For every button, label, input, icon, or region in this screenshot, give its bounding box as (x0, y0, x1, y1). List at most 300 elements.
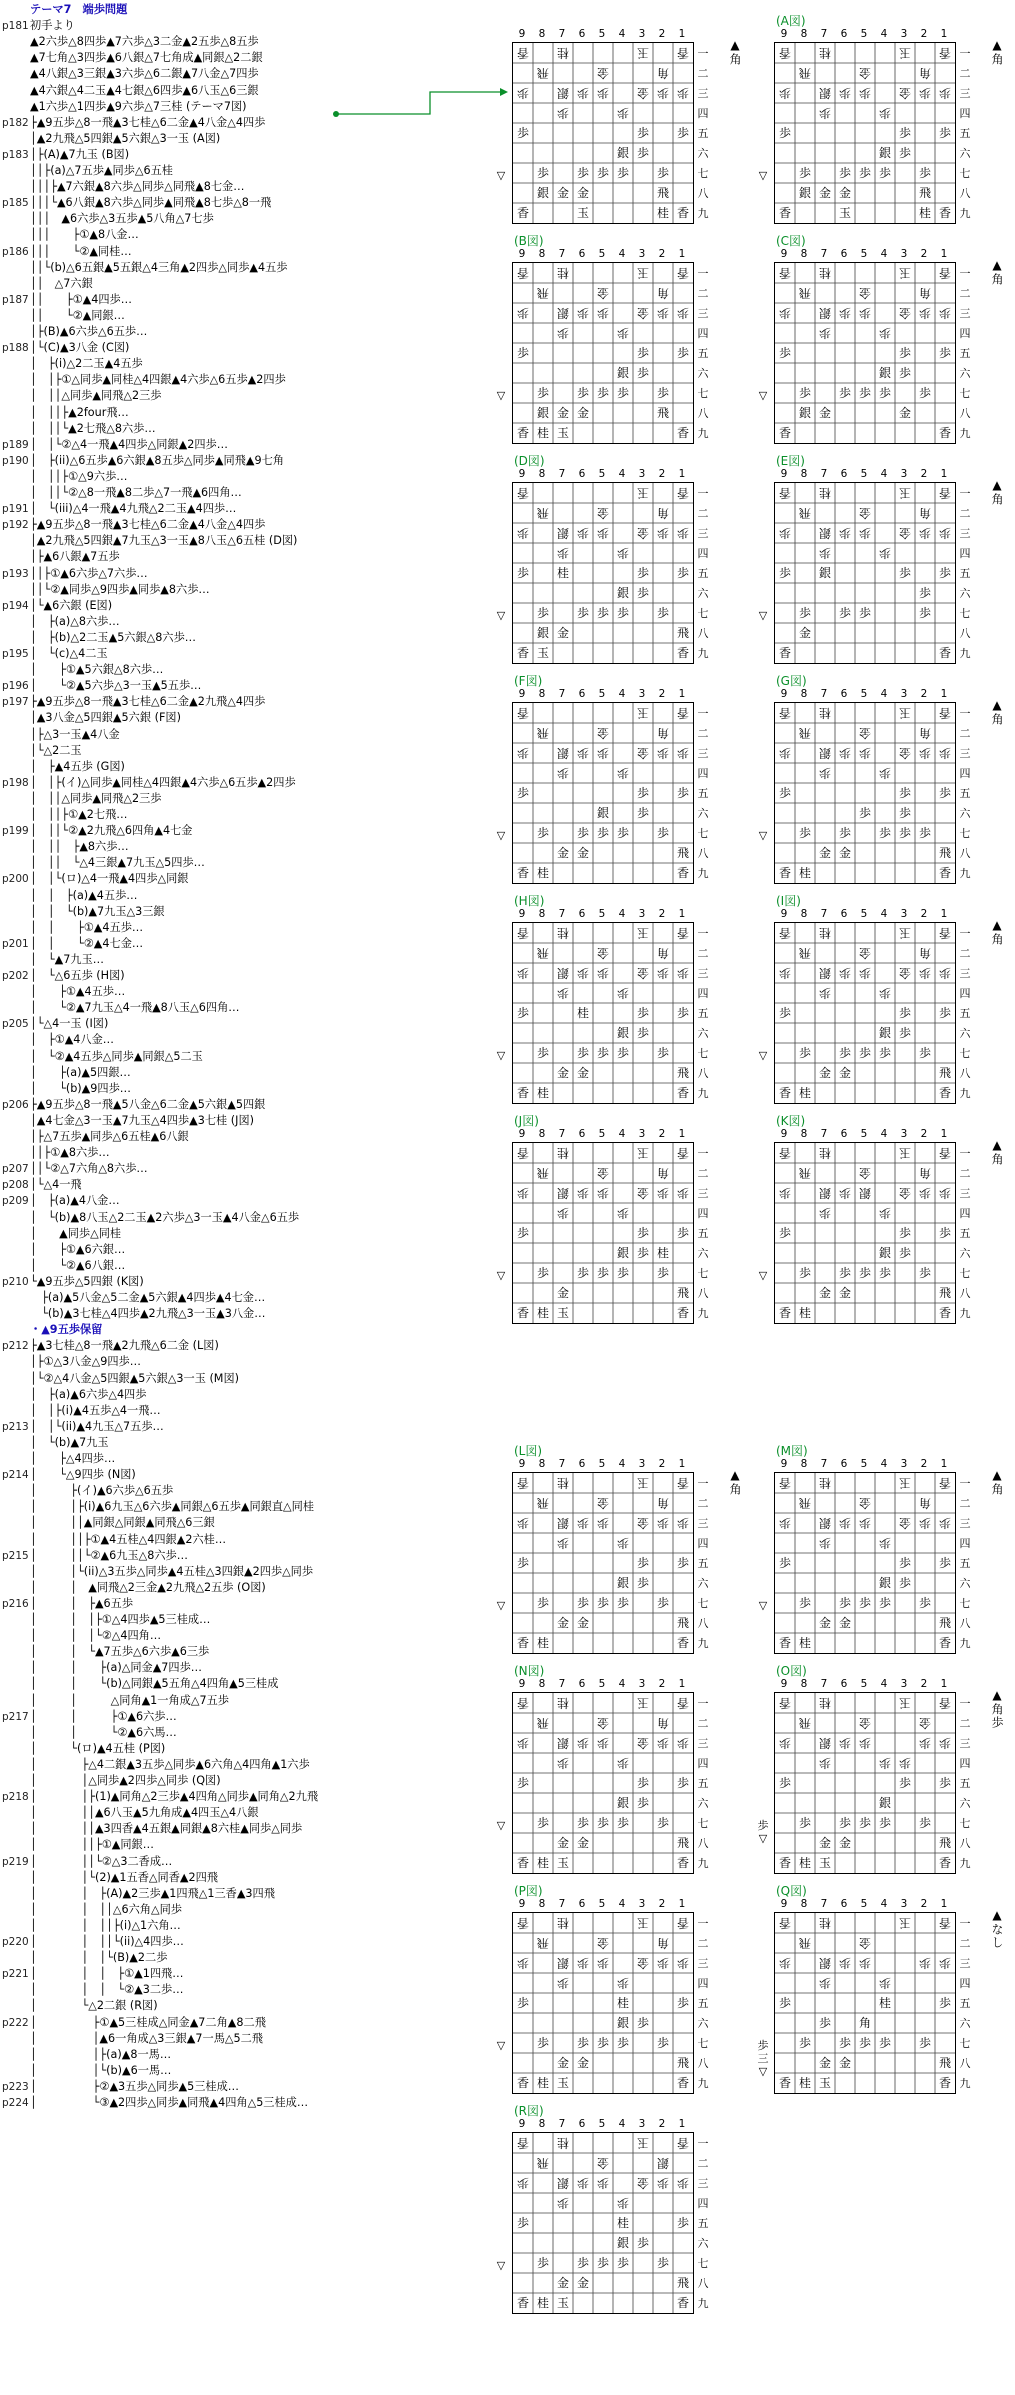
file-label: 7 (558, 908, 566, 920)
piece: 金 (818, 406, 832, 420)
rank-label: 七 (959, 827, 971, 840)
file-label: 4 (618, 1128, 626, 1140)
piece: 飛 (938, 1836, 952, 1850)
tree-line (2, 1483, 173, 1498)
move-text: │ ├①▲5六銀△8六歩… (30, 663, 164, 677)
rank-label: 二 (959, 1937, 971, 1950)
rank-label: 二 (959, 1497, 971, 1510)
rank-label: 六 (697, 147, 709, 160)
piece: 飛 (676, 1286, 690, 1300)
file-label: 5 (598, 688, 606, 700)
piece: 歩 (656, 606, 670, 620)
move-text: │ ││├①▲2七飛… (30, 808, 128, 821)
piece: 金 (858, 1166, 872, 1180)
piece: 歩 (676, 1186, 690, 1200)
piece: 歩 (676, 1956, 690, 1970)
board-D (496, 454, 748, 660)
piece: 歩 (516, 526, 530, 540)
piece: 金 (556, 1066, 570, 1080)
piece: 桂 (798, 1086, 812, 1100)
piece: 歩 (656, 2176, 670, 2190)
piece: 歩 (536, 606, 550, 620)
gote-hand: ▽ (496, 2259, 506, 2272)
rank-label: 六 (959, 1027, 971, 1040)
board-caption: (C図) (776, 234, 806, 248)
piece: 歩 (898, 1006, 912, 1020)
file-label: 4 (880, 908, 888, 920)
board-caption: (F図) (514, 674, 543, 688)
file-label: 9 (518, 908, 526, 920)
piece: 歩 (616, 2036, 630, 2050)
piece: 歩 (616, 826, 630, 840)
move-text: │ ├(a)▲5四銀… (30, 1065, 131, 1079)
piece: 歩 (656, 1186, 670, 1200)
piece: 歩 (838, 86, 852, 100)
file-label: 2 (920, 1128, 928, 1140)
piece: 歩 (778, 86, 792, 100)
piece: 歩 (576, 826, 590, 840)
file-label: 8 (538, 1458, 546, 1470)
piece: 銀 (556, 746, 570, 760)
piece: 歩 (878, 1536, 892, 1550)
board-caption: (O図) (776, 1664, 807, 1678)
page-number: p214 (2, 1469, 29, 1482)
tree-line (2, 2063, 171, 2078)
tree-line (2, 1065, 131, 1080)
move-text: │ ││△同歩▲同飛△2三歩 (30, 389, 162, 403)
piece: 桂 (616, 1996, 630, 2010)
piece: 歩 (616, 986, 630, 1000)
piece: 歩 (798, 386, 812, 400)
piece: 歩 (616, 1206, 630, 1220)
file-label: 4 (880, 468, 888, 480)
file-label: 8 (538, 688, 546, 700)
gote-hand: ▽ (758, 1599, 768, 1612)
tree-line (2, 1435, 109, 1450)
rank-label: 八 (697, 1067, 709, 1080)
piece: 歩 (616, 1266, 630, 1280)
move-text: ├▲9五歩△8一飛▲5八金△6二金▲5六銀▲5四銀 (30, 1097, 266, 1111)
piece: 香 (516, 1146, 530, 1160)
page-number: p206 (2, 1098, 29, 1111)
piece: 香 (938, 486, 952, 500)
piece: 歩 (616, 1596, 630, 1610)
piece: 金 (838, 1616, 852, 1630)
piece: 桂 (818, 1916, 832, 1930)
file-label: 1 (678, 28, 686, 40)
piece: 歩 (938, 1996, 952, 2010)
piece: 飛 (536, 506, 550, 520)
piece: 歩 (778, 1186, 792, 1200)
file-label: 5 (860, 28, 868, 40)
piece: 歩 (636, 1026, 650, 1040)
piece: 金 (556, 406, 570, 420)
tree-line (2, 694, 265, 709)
piece: 歩 (676, 526, 690, 540)
file-labels (508, 688, 692, 702)
piece: 歩 (656, 86, 670, 100)
piece: 桂 (536, 1856, 550, 1870)
file-label: 2 (920, 688, 928, 700)
move-text: │ ││△同歩▲同飛△2三歩 (30, 791, 162, 805)
file-label: 9 (780, 248, 788, 260)
file-label: 1 (940, 1898, 948, 1910)
rank-label: 五 (959, 1997, 971, 2010)
piece: 角 (918, 286, 932, 300)
piece: 飛 (798, 66, 812, 80)
piece: 歩 (616, 1536, 630, 1550)
piece: 飛 (918, 186, 932, 200)
board-caption: (N図) (514, 1664, 545, 1678)
rank-label: 八 (697, 407, 709, 420)
rank-label: 五 (697, 1777, 709, 1790)
rank-label: 一 (697, 927, 709, 940)
tree-line (2, 1210, 299, 1225)
rank-label: 五 (959, 1557, 971, 1570)
file-label: 6 (578, 1898, 586, 1910)
piece: 玉 (898, 926, 912, 940)
file-label: 1 (940, 468, 948, 480)
piece: 歩 (516, 746, 530, 760)
piece: 歩 (576, 1266, 590, 1280)
move-text: │ ││└▲2七飛△8六歩… (30, 421, 156, 435)
piece: 銀 (878, 1246, 892, 1260)
file-label: 8 (800, 468, 808, 480)
rank-label: 七 (959, 167, 971, 180)
piece: 歩 (516, 346, 530, 360)
move-text: │││└▲6八銀▲8六歩△同歩▲同飛▲8七歩△8一飛 (30, 196, 272, 210)
piece: 歩 (778, 1226, 792, 1240)
piece: 桂 (918, 206, 932, 220)
piece: 玉 (636, 1476, 650, 1490)
file-label: 3 (638, 908, 646, 920)
page-number: p190 (2, 454, 29, 467)
piece: 歩 (556, 326, 570, 340)
piece: 歩 (656, 2256, 670, 2270)
file-label: 6 (840, 28, 848, 40)
piece: 歩 (938, 126, 952, 140)
rank-label: 五 (697, 1997, 709, 2010)
piece: 角 (656, 1716, 670, 1730)
piece: 歩 (516, 126, 530, 140)
piece: 歩 (878, 1756, 892, 1770)
board-caption: (A図) (776, 14, 806, 28)
file-label: 3 (900, 908, 908, 920)
piece: 香 (676, 646, 690, 660)
rank-label: 九 (697, 1857, 709, 1870)
piece: 玉 (898, 1916, 912, 1930)
file-label: 5 (598, 1128, 606, 1140)
piece: 桂 (798, 2076, 812, 2090)
piece: 銀 (556, 1956, 570, 1970)
piece: 歩 (918, 586, 932, 600)
piece: 金 (556, 2276, 570, 2290)
file-label: 2 (658, 28, 666, 40)
piece: 香 (516, 486, 530, 500)
piece: 歩 (516, 1776, 530, 1790)
rank-label: 七 (697, 1047, 709, 1060)
piece: 金 (918, 1716, 932, 1730)
piece: 玉 (818, 1856, 832, 1870)
rank-label: 二 (697, 2157, 709, 2170)
piece: 飛 (536, 946, 550, 960)
piece: 香 (516, 926, 530, 940)
piece: 金 (556, 2056, 570, 2070)
file-label: 4 (880, 28, 888, 40)
move-text: │ ││├①△9六歩… (30, 469, 128, 483)
tree-line (2, 1226, 121, 1241)
piece: 歩 (556, 106, 570, 120)
file-label: 9 (518, 2118, 526, 2130)
file-label: 5 (598, 1458, 606, 1470)
move-text: ││└②▲同歩△9四歩▲同歩▲8六歩… (30, 582, 210, 596)
piece: 歩 (938, 966, 952, 980)
piece: 飛 (536, 1936, 550, 1950)
piece: 歩 (778, 1556, 792, 1570)
piece: 香 (778, 1476, 792, 1490)
move-text: │└▲6六銀 (E図) (30, 598, 113, 612)
page-number: p222 (2, 2016, 29, 2029)
piece: 歩 (636, 146, 650, 160)
tree-line (2, 1725, 177, 1740)
piece: 香 (938, 426, 952, 440)
piece: 歩 (938, 786, 952, 800)
file-label: 9 (780, 908, 788, 920)
move-text: │ │△同歩▲2四歩△同歩 (Q図) (30, 1774, 221, 1787)
piece: 金 (798, 626, 812, 640)
board-grid (512, 1692, 694, 1874)
piece: 歩 (656, 1816, 670, 1830)
piece: 銀 (818, 966, 832, 980)
piece: 歩 (596, 2256, 610, 2270)
piece: 歩 (838, 1736, 852, 1750)
piece: 歩 (778, 1516, 792, 1530)
board-grid (512, 702, 694, 884)
move-text: ││└②△7六角△8六歩… (30, 1162, 148, 1176)
rank-label: 二 (697, 287, 709, 300)
file-labels (770, 1128, 954, 1142)
tree-line (2, 1161, 148, 1176)
piece: 香 (676, 1476, 690, 1490)
rank-label: 九 (959, 207, 971, 220)
file-label: 8 (538, 468, 546, 480)
piece: 歩 (596, 966, 610, 980)
move-text: 初手より (30, 19, 75, 33)
move-text: ├▲3七桂△8一飛▲2九飛△6二金 (L図) (30, 1339, 219, 1353)
move-text: │ │ ├(a)▲4五歩… (30, 888, 138, 902)
tree-line (2, 598, 112, 613)
tree-line (2, 388, 161, 403)
piece: 桂 (556, 1696, 570, 1710)
file-label: 4 (618, 1898, 626, 1910)
tree-line (2, 582, 210, 597)
page-number: p199 (2, 825, 29, 838)
piece: 歩 (918, 386, 932, 400)
piece: 歩 (858, 306, 872, 320)
move-text: │ │└(b)▲6一馬… (30, 2063, 172, 2077)
piece: 歩 (778, 306, 792, 320)
page-number: p208 (2, 1179, 29, 1192)
file-label: 3 (900, 468, 908, 480)
piece: 歩 (596, 1596, 610, 1610)
rank-label: 三 (697, 1517, 709, 1530)
rank-label: 二 (959, 287, 971, 300)
rank-label: 四 (697, 547, 709, 560)
tree-line (2, 372, 286, 387)
piece: 香 (516, 2136, 530, 2150)
file-labels (508, 1898, 692, 1912)
piece: 銀 (878, 1796, 892, 1810)
piece: 香 (676, 2296, 690, 2310)
tree-line (2, 324, 147, 339)
piece: 歩 (576, 1956, 590, 1970)
piece: 歩 (536, 826, 550, 840)
tree-line (2, 727, 120, 742)
board-L (496, 1444, 748, 1650)
piece: 玉 (556, 2296, 570, 2310)
rank-label: 八 (959, 187, 971, 200)
move-text: ▲7七角△3四歩▲6八銀△7七角成▲同銀△2二銀 (30, 51, 263, 65)
piece: 角 (656, 506, 670, 520)
piece: 金 (898, 966, 912, 980)
piece: 香 (676, 266, 690, 280)
rank-label: 四 (959, 767, 971, 780)
move-text: テーマ7 端歩問題 (30, 3, 128, 16)
file-label: 6 (840, 1678, 848, 1690)
move-text: │ ├(a)△8六歩… (30, 614, 120, 628)
piece: 歩 (576, 306, 590, 320)
rank-label: 一 (959, 1917, 971, 1930)
tree-line (2, 1532, 226, 1547)
piece: 金 (576, 1836, 590, 1850)
piece: 歩 (616, 326, 630, 340)
piece: 歩 (616, 2256, 630, 2270)
piece: 香 (676, 486, 690, 500)
piece: 歩 (838, 526, 852, 540)
piece: 歩 (656, 746, 670, 760)
move-text: └▲9五歩△5四銀 (K図) (30, 1274, 144, 1288)
move-text: │ ├(ii)△6五歩▲6六銀▲8五歩△同歩▲同飛▲9七角 (30, 453, 284, 467)
piece: 桂 (878, 1996, 892, 2010)
piece: 香 (938, 1086, 952, 1100)
file-label: 3 (638, 1898, 646, 1910)
move-text: │ │ ││├(i)△1六角… (30, 1918, 181, 1932)
board-grid (512, 262, 694, 444)
piece: 歩 (838, 1266, 852, 1280)
piece: 香 (778, 46, 792, 60)
piece: 歩 (938, 86, 952, 100)
file-label: 9 (518, 1678, 526, 1690)
file-label: 6 (578, 468, 586, 480)
move-text: │└△2二玉 (30, 743, 82, 757)
file-label: 9 (518, 248, 526, 260)
board-grid (512, 482, 694, 664)
piece: 香 (778, 926, 792, 940)
piece: 歩 (616, 1816, 630, 1830)
piece: 香 (938, 1856, 952, 1870)
rank-label: 四 (697, 1757, 709, 1770)
rank-label: 一 (959, 47, 971, 60)
file-labels (508, 248, 692, 262)
piece: 桂 (536, 2296, 550, 2310)
rank-label: 九 (959, 1087, 971, 1100)
rank-label: 三 (697, 307, 709, 320)
piece: 金 (818, 2056, 832, 2070)
piece: 香 (778, 1636, 792, 1650)
move-text: │ │ └(b)△同銀▲5五角△4四角▲5三桂成 (30, 1677, 279, 1691)
rank-label: 三 (697, 1187, 709, 1200)
piece: 香 (676, 1856, 690, 1870)
rank-label: 四 (697, 2197, 709, 2210)
piece: 歩 (516, 1006, 530, 1020)
board-grid (512, 1912, 694, 2094)
tree-line (2, 1000, 239, 1015)
move-text: │││ ▲6六歩△3五歩▲5八角△7七歩 (30, 212, 214, 226)
file-label: 7 (558, 28, 566, 40)
file-label: 4 (618, 1458, 626, 1470)
rank-label: 七 (959, 607, 971, 620)
rank-label: 五 (697, 567, 709, 580)
tree-line (2, 1451, 115, 1466)
file-label: 4 (880, 688, 888, 700)
tree-line (2, 968, 125, 983)
piece: 銀 (878, 366, 892, 380)
piece: 桂 (556, 926, 570, 940)
page-number: p216 (2, 1597, 29, 1610)
rank-label: 五 (697, 787, 709, 800)
file-label: 7 (558, 1128, 566, 1140)
file-labels (508, 1678, 692, 1692)
page-number: p219 (2, 1855, 29, 1868)
file-label: 9 (518, 1898, 526, 1910)
sente-hand: ▲角 (990, 478, 1004, 506)
file-label: 6 (840, 468, 848, 480)
rank-label: 二 (959, 67, 971, 80)
file-label: 5 (860, 1678, 868, 1690)
sente-hand: ▲角 (728, 1468, 742, 1496)
piece: 香 (938, 926, 952, 940)
piece: 金 (838, 2056, 852, 2070)
file-label: 4 (618, 28, 626, 40)
tree-line (2, 356, 143, 371)
file-label: 1 (940, 908, 948, 920)
rank-label: 一 (697, 47, 709, 60)
file-label: 3 (638, 248, 646, 260)
rank-label: 九 (697, 647, 709, 660)
tree-line (2, 1097, 265, 1112)
piece: 飛 (676, 2056, 690, 2070)
file-label: 7 (820, 1678, 828, 1690)
tree-line (2, 1290, 265, 1305)
rank-label: 三 (697, 1957, 709, 1970)
piece: 金 (596, 726, 610, 740)
piece: 歩 (778, 346, 792, 360)
page-number: p183 (2, 148, 29, 161)
rank-label: 八 (697, 1617, 709, 1630)
board-caption: (H図) (514, 894, 545, 908)
piece: 角 (918, 946, 932, 960)
rank-label: 二 (959, 1717, 971, 1730)
file-label: 2 (920, 28, 928, 40)
piece: 歩 (798, 2036, 812, 2050)
piece: 歩 (838, 1816, 852, 1830)
piece: 歩 (818, 2016, 832, 2030)
tree-line (2, 1998, 158, 2013)
rank-label: 六 (959, 2017, 971, 2030)
page-number: p185 (2, 197, 29, 210)
piece: 歩 (918, 1736, 932, 1750)
move-text: │ └(b)▲8八玉△2二玉▲2六歩△3一玉▲4八金△6五歩 (30, 1210, 300, 1224)
